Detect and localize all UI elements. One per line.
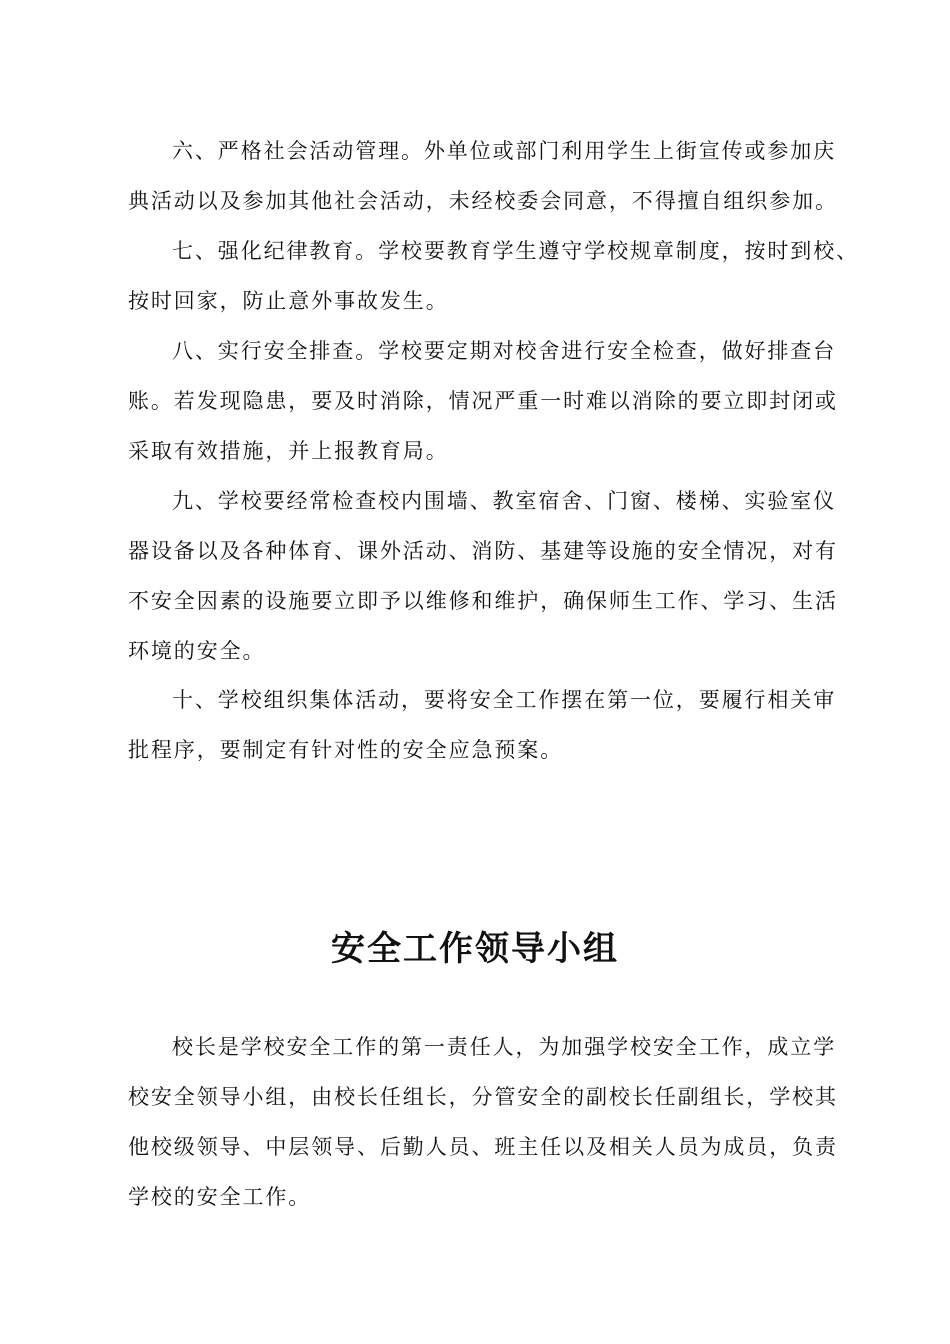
leadership-paragraph-line-1: 校长是学校安全工作的第一责任人，为加强学校安全工作，成立学 bbox=[172, 1035, 837, 1059]
leadership-paragraph-line-4: 学校的安全工作。 bbox=[128, 1185, 312, 1209]
paragraph-7-line-1: 七、强化纪律教育。学校要教育学生遵守学校规章制度，按时到校、 bbox=[172, 239, 859, 263]
paragraph-6-line-1: 六、严格社会活动管理。外单位或部门利用学生上街宣传或参加庆 bbox=[172, 139, 837, 163]
paragraph-7-line-2: 按时回家，防止意外事故发生。 bbox=[128, 289, 449, 313]
paragraph-10-line-2: 批程序，要制定有针对性的安全应急预案。 bbox=[128, 738, 564, 762]
paragraph-8-line-1: 八、实行安全排查。学校要定期对校舍进行安全检查，做好排查台 bbox=[172, 339, 837, 363]
paragraph-9-line-3: 不安全因素的设施要立即予以维修和维护，确保师生工作、学习、生活 bbox=[128, 589, 838, 613]
leadership-paragraph-line-3: 他校级领导、中层领导、后勤人员、班主任以及相关人员为成员，负责 bbox=[128, 1135, 838, 1159]
paragraph-9-line-1: 九、学校要经常检查校内围墙、教室宿舍、门窗、楼梯、实验室仪 bbox=[172, 489, 837, 513]
paragraph-8-line-2: 账。若发现隐患，要及时消除，情况严重一时难以消除的要立即封闭或 bbox=[128, 389, 838, 413]
paragraph-6-line-2: 典活动以及参加其他社会活动，未经校委会同意，不得擅自组织参加。 bbox=[128, 189, 838, 213]
paragraph-9-line-4: 环境的安全。 bbox=[128, 639, 266, 663]
paragraph-8-line-3: 采取有效措施，并上报教育局。 bbox=[128, 439, 449, 463]
paragraph-10-line-1: 十、学校组织集体活动，要将安全工作摆在第一位，要履行相关审 bbox=[172, 688, 837, 712]
paragraph-9-line-2: 器设备以及各种体育、课外活动、消防、基建等设施的安全情况，对有 bbox=[128, 539, 838, 563]
leadership-paragraph-line-2: 校安全领导小组，由校长任组长，分管安全的副校长任副组长，学校其 bbox=[128, 1085, 838, 1109]
section-title: 安全工作领导小组 bbox=[331, 929, 619, 969]
